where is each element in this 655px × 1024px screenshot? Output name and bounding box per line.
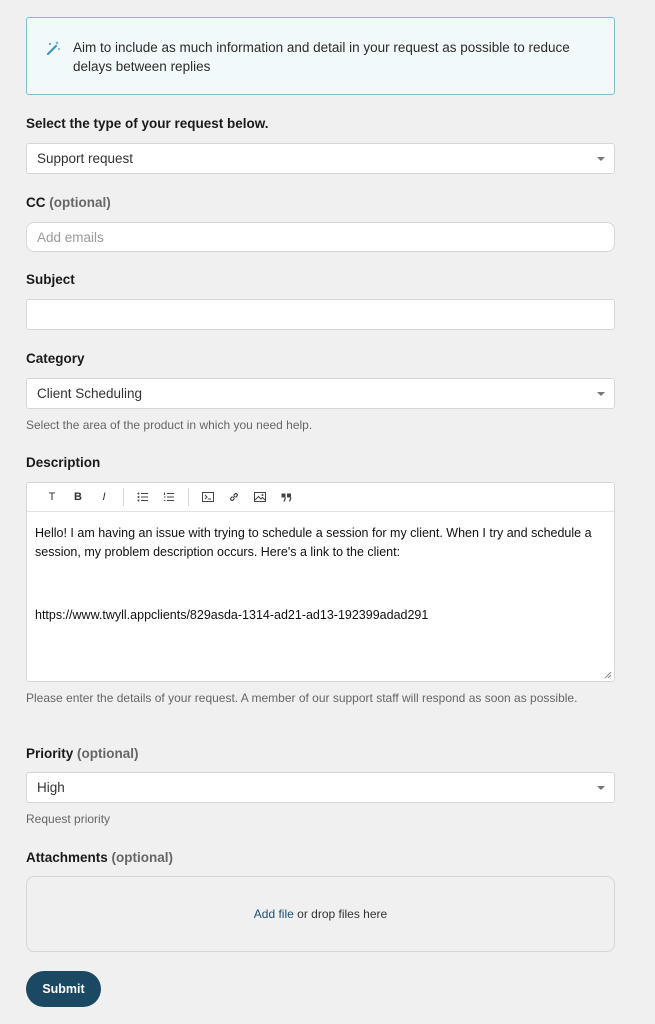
cc-label [26, 195, 111, 210]
priority-hint: Request priority [26, 812, 111, 826]
request-type-value: Support request [37, 151, 134, 166]
description-editor[interactable] [26, 482, 615, 682]
toolbar-divider [188, 488, 189, 506]
attachment-dropzone[interactable] [26, 876, 615, 952]
category-select[interactable] [26, 378, 615, 409]
description-link: https://www.twyll.appclients/829asda-1314-ad21-ad13-192399adad291 [35, 608, 429, 622]
quote-icon [281, 493, 292, 502]
cc-optional-text: (optional) [49, 195, 111, 210]
numbered-list-icon [163, 492, 175, 502]
description-paragraph: Hello! I am having an issue with trying to schedule a session for my client. When I try and schedule a session, my problem description occurs. Here's a link to the client: [35, 526, 592, 559]
attachments-label-text: Attachments [26, 850, 108, 865]
category-hint: Select the area of the product in which you need help. [26, 418, 313, 432]
text-style-button[interactable]: T [48, 491, 56, 503]
priority-label [26, 746, 139, 761]
bold-button[interactable]: B [74, 491, 82, 503]
cc-email-input[interactable] [26, 222, 615, 252]
priority-label-text: Priority [26, 746, 74, 761]
image-icon [254, 492, 266, 502]
chevron-down-icon [597, 392, 605, 396]
resize-handle-icon[interactable] [604, 671, 612, 679]
cc-label-text: CC [26, 195, 46, 210]
cc-placeholder: Add emails [37, 230, 104, 245]
chevron-down-icon [597, 786, 605, 790]
request-type-label: Select the type of your request below. [26, 116, 269, 131]
category-label: Category [26, 351, 85, 366]
description-label: Description [26, 455, 101, 470]
submit-button[interactable]: Submit [26, 971, 101, 1007]
italic-button[interactable]: I [102, 491, 106, 503]
bullet-list-icon [137, 492, 149, 502]
code-block-button[interactable] [195, 487, 221, 507]
image-button[interactable] [247, 487, 273, 507]
link-icon [228, 491, 240, 503]
link-button[interactable] [221, 487, 247, 507]
code-block-icon [202, 492, 214, 502]
category-value: Client Scheduling [37, 386, 143, 401]
description-text-area[interactable] [27, 512, 614, 637]
chevron-down-icon [597, 157, 605, 161]
priority-value: High [37, 780, 65, 795]
request-type-select[interactable] [26, 143, 615, 174]
notice-text: Aim to include as much information and detail in your request as possible to reduce delays between replies [73, 40, 570, 74]
subject-label: Subject [26, 272, 75, 287]
toolbar-divider [123, 488, 124, 506]
bullet-list-button[interactable] [130, 487, 156, 507]
editor-toolbar [27, 483, 614, 512]
numbered-list-button[interactable] [156, 487, 182, 507]
attachments-optional-text: (optional) [111, 850, 174, 865]
drop-files-text: or drop files here [297, 907, 388, 921]
attachments-label [26, 850, 173, 865]
magic-wand-icon [45, 40, 61, 56]
add-file-link[interactable]: Add file [253, 907, 294, 921]
quote-button[interactable] [273, 487, 299, 507]
info-notice [26, 17, 615, 95]
priority-optional-text: (optional) [77, 746, 139, 761]
description-hint: Please enter the details of your request. A member of our support staff will respond as soon as possible. [26, 691, 578, 705]
priority-select[interactable] [26, 772, 615, 803]
subject-input[interactable] [26, 299, 615, 330]
